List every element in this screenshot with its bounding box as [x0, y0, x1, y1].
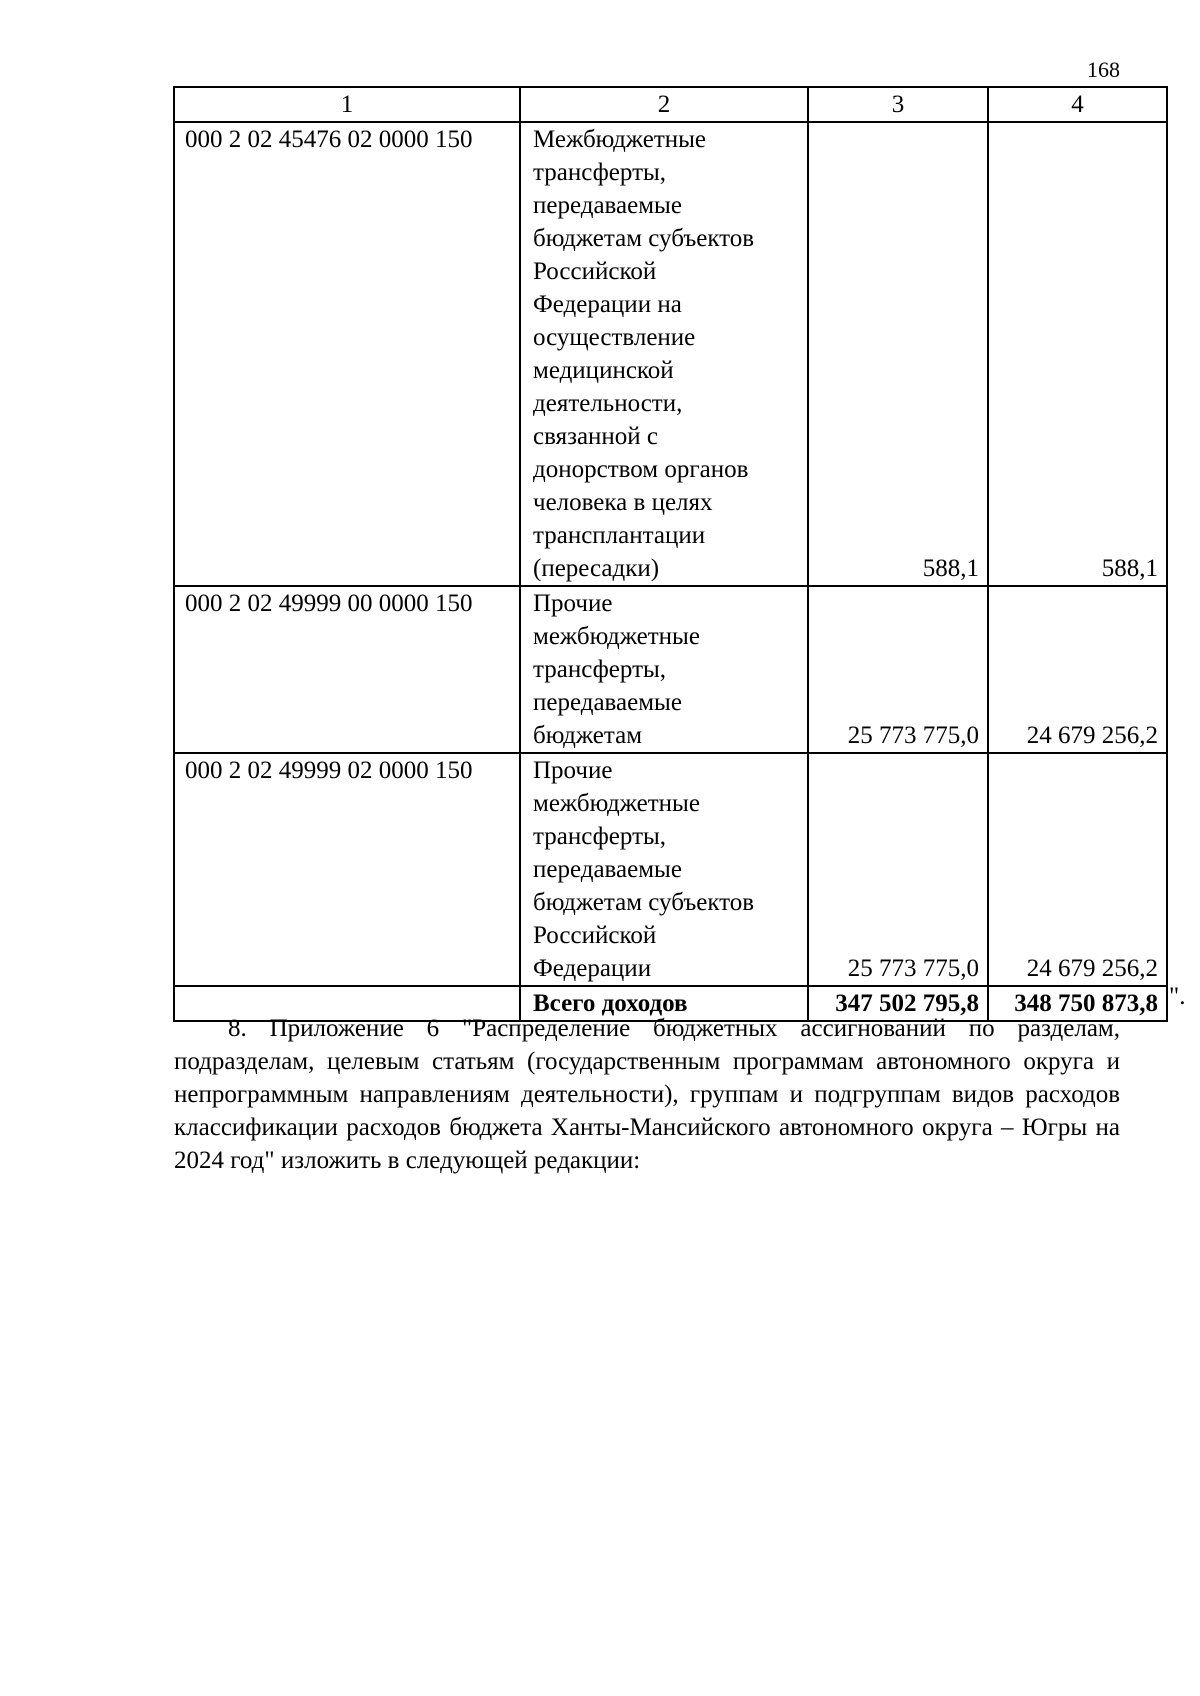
revenue-name-line: Прочие: [533, 757, 613, 784]
revenue-name-line: Российской: [533, 258, 657, 285]
budget-code-cell: 000 2 02 49999 02 0000 150: [174, 753, 520, 986]
table-row: [174, 753, 1167, 986]
revenue-name-line: медицинской: [533, 357, 674, 384]
revenue-name-line: трансплантации: [533, 522, 706, 549]
closing-quote: ".: [1169, 983, 1186, 1010]
page-number: 168: [1087, 57, 1120, 82]
revenue-name-line: Российской: [533, 922, 657, 949]
budget-code-cell: 000 2 02 45476 02 0000 150: [174, 122, 520, 586]
revenue-name-line: передаваемые: [533, 192, 682, 219]
revenue-name-line: Федерации: [533, 955, 652, 982]
revenue-name-line: бюджетам: [533, 722, 643, 749]
total-label-cell: Всего доходов: [520, 986, 808, 1021]
column-header-3: 3: [808, 87, 988, 122]
revenue-name-line: Прочие: [533, 590, 613, 617]
revenue-name-line: трансферты,: [533, 656, 667, 683]
revenue-name-line: бюджетам субъектов: [533, 889, 755, 916]
revenue-name-line: трансферты,: [533, 823, 667, 850]
revenue-name-cell: [520, 753, 808, 986]
table-row: [174, 586, 1167, 753]
revenue-name-line: осуществление: [533, 324, 696, 351]
revenue-name-line: передаваемые: [533, 856, 682, 883]
amount-column-4-cell: 588,1: [988, 122, 1167, 586]
amount-column-3-cell: 25 773 775,0: [808, 586, 988, 753]
revenue-name-line: связанной с: [533, 423, 659, 450]
revenue-name-line: Межбюджетные: [533, 126, 707, 153]
revenue-table: [173, 86, 1168, 1022]
revenue-name-line: трансферты,: [533, 159, 667, 186]
amount-column-3-cell: 25 773 775,0: [808, 753, 988, 986]
table-header-row: [174, 87, 1167, 122]
column-header-2: 2: [520, 87, 808, 122]
revenue-name-cell: [520, 586, 808, 753]
amount-column-3-cell: 588,1: [808, 122, 988, 586]
revenue-name-line: человека в целях: [533, 489, 713, 516]
amount-column-4-cell: 24 679 256,2: [988, 586, 1167, 753]
amendment-paragraph: 8. Приложение 6 "Распределение бюджетных ассигнований по разделам, подразделам, целевым статьям (государственным программам автономного округа и непрограммным направлениям деятельности), группам и подгруппам видов расходов классификации расходов бюджета Ханты-Мансийского автономного округа – Югры на 2024 год" изложить в следующей редакции:: [174, 1015, 1120, 1174]
total-column-3-cell: 347 502 795,8: [808, 986, 988, 1021]
revenue-name-line: межбюджетные: [533, 623, 700, 650]
revenue-name-cell: [520, 122, 808, 586]
column-header-4: 4: [988, 87, 1167, 122]
revenue-name-line: донорством органов: [533, 456, 749, 483]
revenue-name-line: межбюджетные: [533, 790, 700, 817]
column-header-1: 1: [174, 87, 520, 122]
revenue-name-line: деятельности,: [533, 390, 683, 417]
total-column-4-cell: 348 750 873,8: [988, 986, 1167, 1021]
revenue-name-line: бюджетам субъектов: [533, 225, 755, 252]
budget-code-cell: 000 2 02 49999 00 0000 150: [174, 586, 520, 753]
table-row: [174, 122, 1167, 586]
amount-column-4-cell: 24 679 256,2: [988, 753, 1167, 986]
revenue-name-line: Федерации на: [533, 291, 682, 318]
revenue-name-line: (пересадки): [533, 555, 660, 582]
revenue-name-line: передаваемые: [533, 689, 682, 716]
